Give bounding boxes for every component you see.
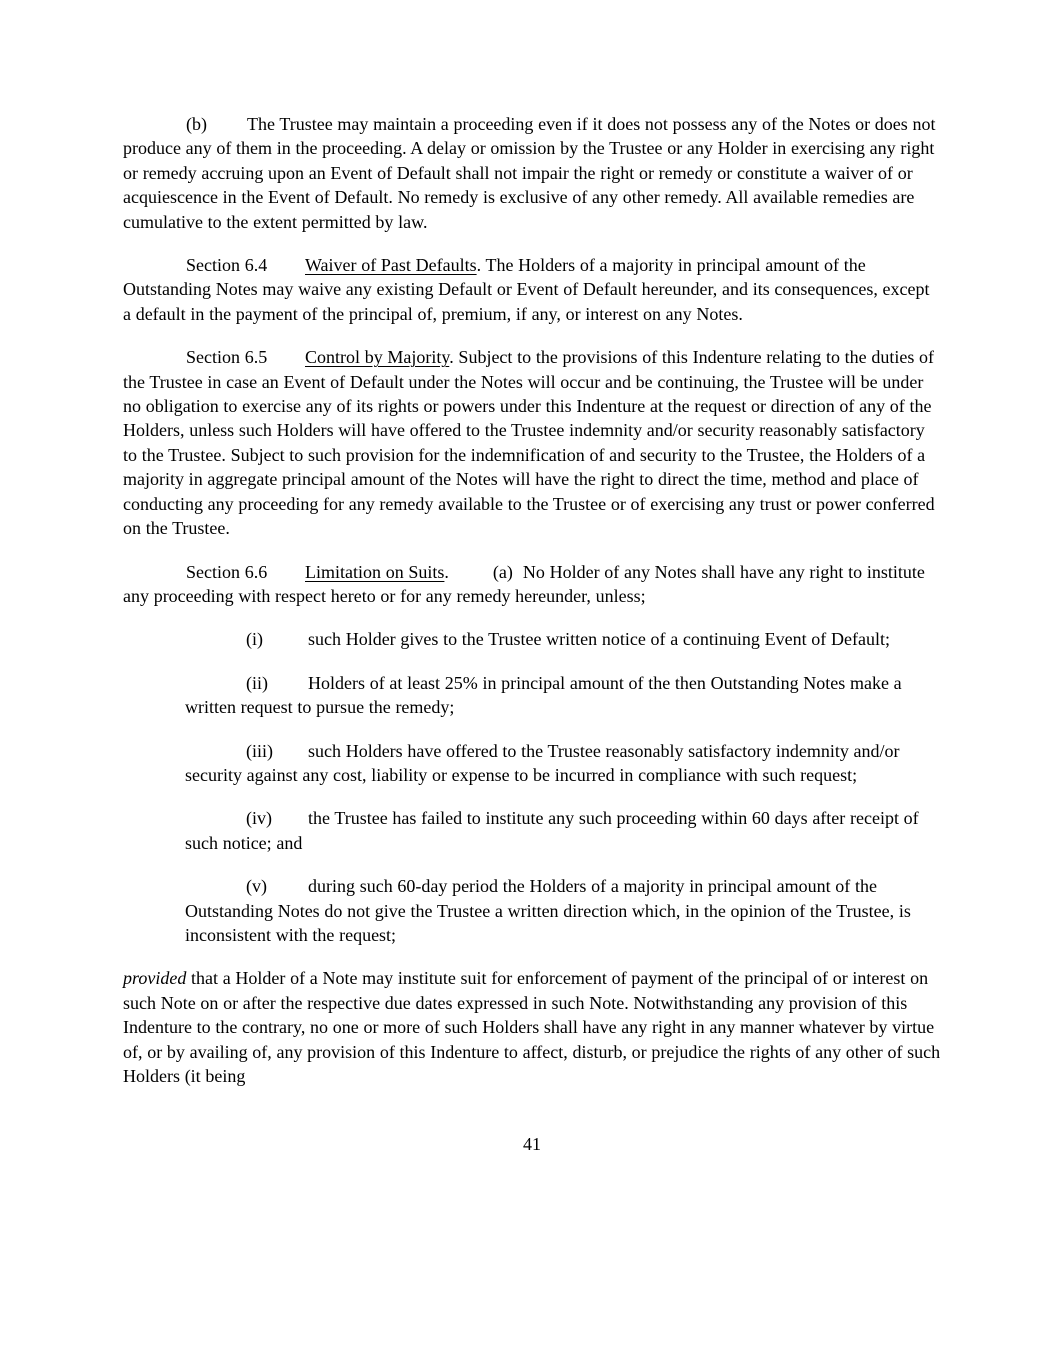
section-6-6 [123, 560, 941, 609]
list-item-iii-text: such Holders have offered to the Trustee reasonably satisfactory indemnity and/or security against any cost, liability or expense to be incurred in compliance with such request; [185, 740, 900, 785]
list-item-v-marker: (v) [246, 876, 267, 897]
list-item-iv-marker: (iv) [246, 808, 272, 829]
page-footer [123, 1134, 941, 1155]
list-item-i-text: such Holder gives to the Trustee written notice of a continuing Event of Default; [308, 629, 890, 650]
list-item-i [185, 627, 941, 651]
list-item-iii-marker: (iii) [246, 740, 273, 761]
section-6-5-label: Section 6.5 [186, 347, 268, 368]
paragraph-b [123, 112, 941, 234]
list-item-iv [185, 806, 941, 855]
page-number: 41 [523, 1134, 541, 1155]
list-item-iii [185, 739, 941, 788]
list-item-iv-text: the Trustee has failed to institute any such proceeding within 60 days after receipt of such notice; and [185, 808, 919, 853]
list-item-v [185, 874, 941, 947]
paragraph-provided [123, 966, 941, 1088]
section-6-4-label: Section 6.4 [186, 255, 268, 276]
list-item-ii-text: Holders of at least 25% in principal amount of the then Outstanding Notes make a written request to pursue the remedy; [185, 672, 902, 718]
provided-lead: provided [123, 968, 187, 989]
list-item-i-marker: (i) [246, 629, 263, 650]
section-6-5-title: Control by Majority [305, 347, 450, 368]
page-body [123, 112, 941, 1088]
list-item-ii-marker: (ii) [246, 672, 268, 693]
provided-text: that a Holder of a Note may institute suit for enforcement of payment of the principal of or interest on such Note on or after the respective due dates expressed in such Note. Notwithstanding any provision of this Indenture to the contrary, no one or more of such Holders shall have any right in any manner whatever by virtue of, or by availing of, any provision of this Indenture to affect, disturb, or prejudice the rights of any other of such Holders (it being [123, 968, 941, 1086]
paragraph-b-marker: (b) [186, 114, 207, 134]
section-6-4-text: . The Holders of a majority in principal amount of the Outstanding Notes may waive any existing Default or Event of Default hereunder, and its consequences, except a default in the payment of the principal of, premium, if any, or interest on any Notes. [123, 255, 930, 324]
section-6-6-period: . [444, 561, 449, 582]
section-6-5-text: . Subject to the provisions of this Indenture relating to the duties of the Trustee in case an Event of Default under the Notes will occur and be continuing, the Trustee will be under no obligation to exercise any of its rights or powers under this Indenture at the request or direction of any of the Holders, unless such Holders will have offered to the Trustee indemnity and/or security reasonably satisfactory to the Trustee. Subject to such provision for the indemnification of and security to the Trustee, the Holders of a majority in aggregate principal amount of the Notes will have the right to direct the time, method and place of conducting any proceeding for any remedy available to the Trustee or of exercising any trust or power conferred on the Trustee. [123, 347, 935, 539]
paragraph-b-text: The Trustee may maintain a proceeding even if it does not possess any of the Notes or does not produce any of them in the proceeding. A delay or omission by the Trustee or any Holder in exercising any right or remedy accruing upon an Event of Default shall not impair the right or remedy or constitute a waiver of or acquiescence in the Event of Default. No remedy is exclusive of any other remedy. All available remedies are cumulative to the extent permitted by law. [123, 114, 936, 232]
list-item-v-text: during such 60-day period the Holders of a majority in principal amount of the Outstanding Notes do not give the Trustee a written direction which, in the opinion of the Trustee, is inconsistent with the request; [185, 876, 911, 945]
section-6-6-title: Limitation on Suits [305, 561, 445, 582]
section-6-4-title: Waiver of Past Defaults [305, 255, 477, 276]
section-6-4 [123, 253, 941, 326]
section-6-6-sub-marker: (a) [492, 561, 513, 582]
section-6-5 [123, 345, 941, 540]
list-item-ii [185, 671, 941, 720]
section-6-6-label: Section 6.6 [186, 561, 268, 582]
section-6-6-text: No Holder of any Notes shall have any right to institute any proceeding with respect hereto or for any remedy hereunder, unless; [123, 561, 925, 606]
